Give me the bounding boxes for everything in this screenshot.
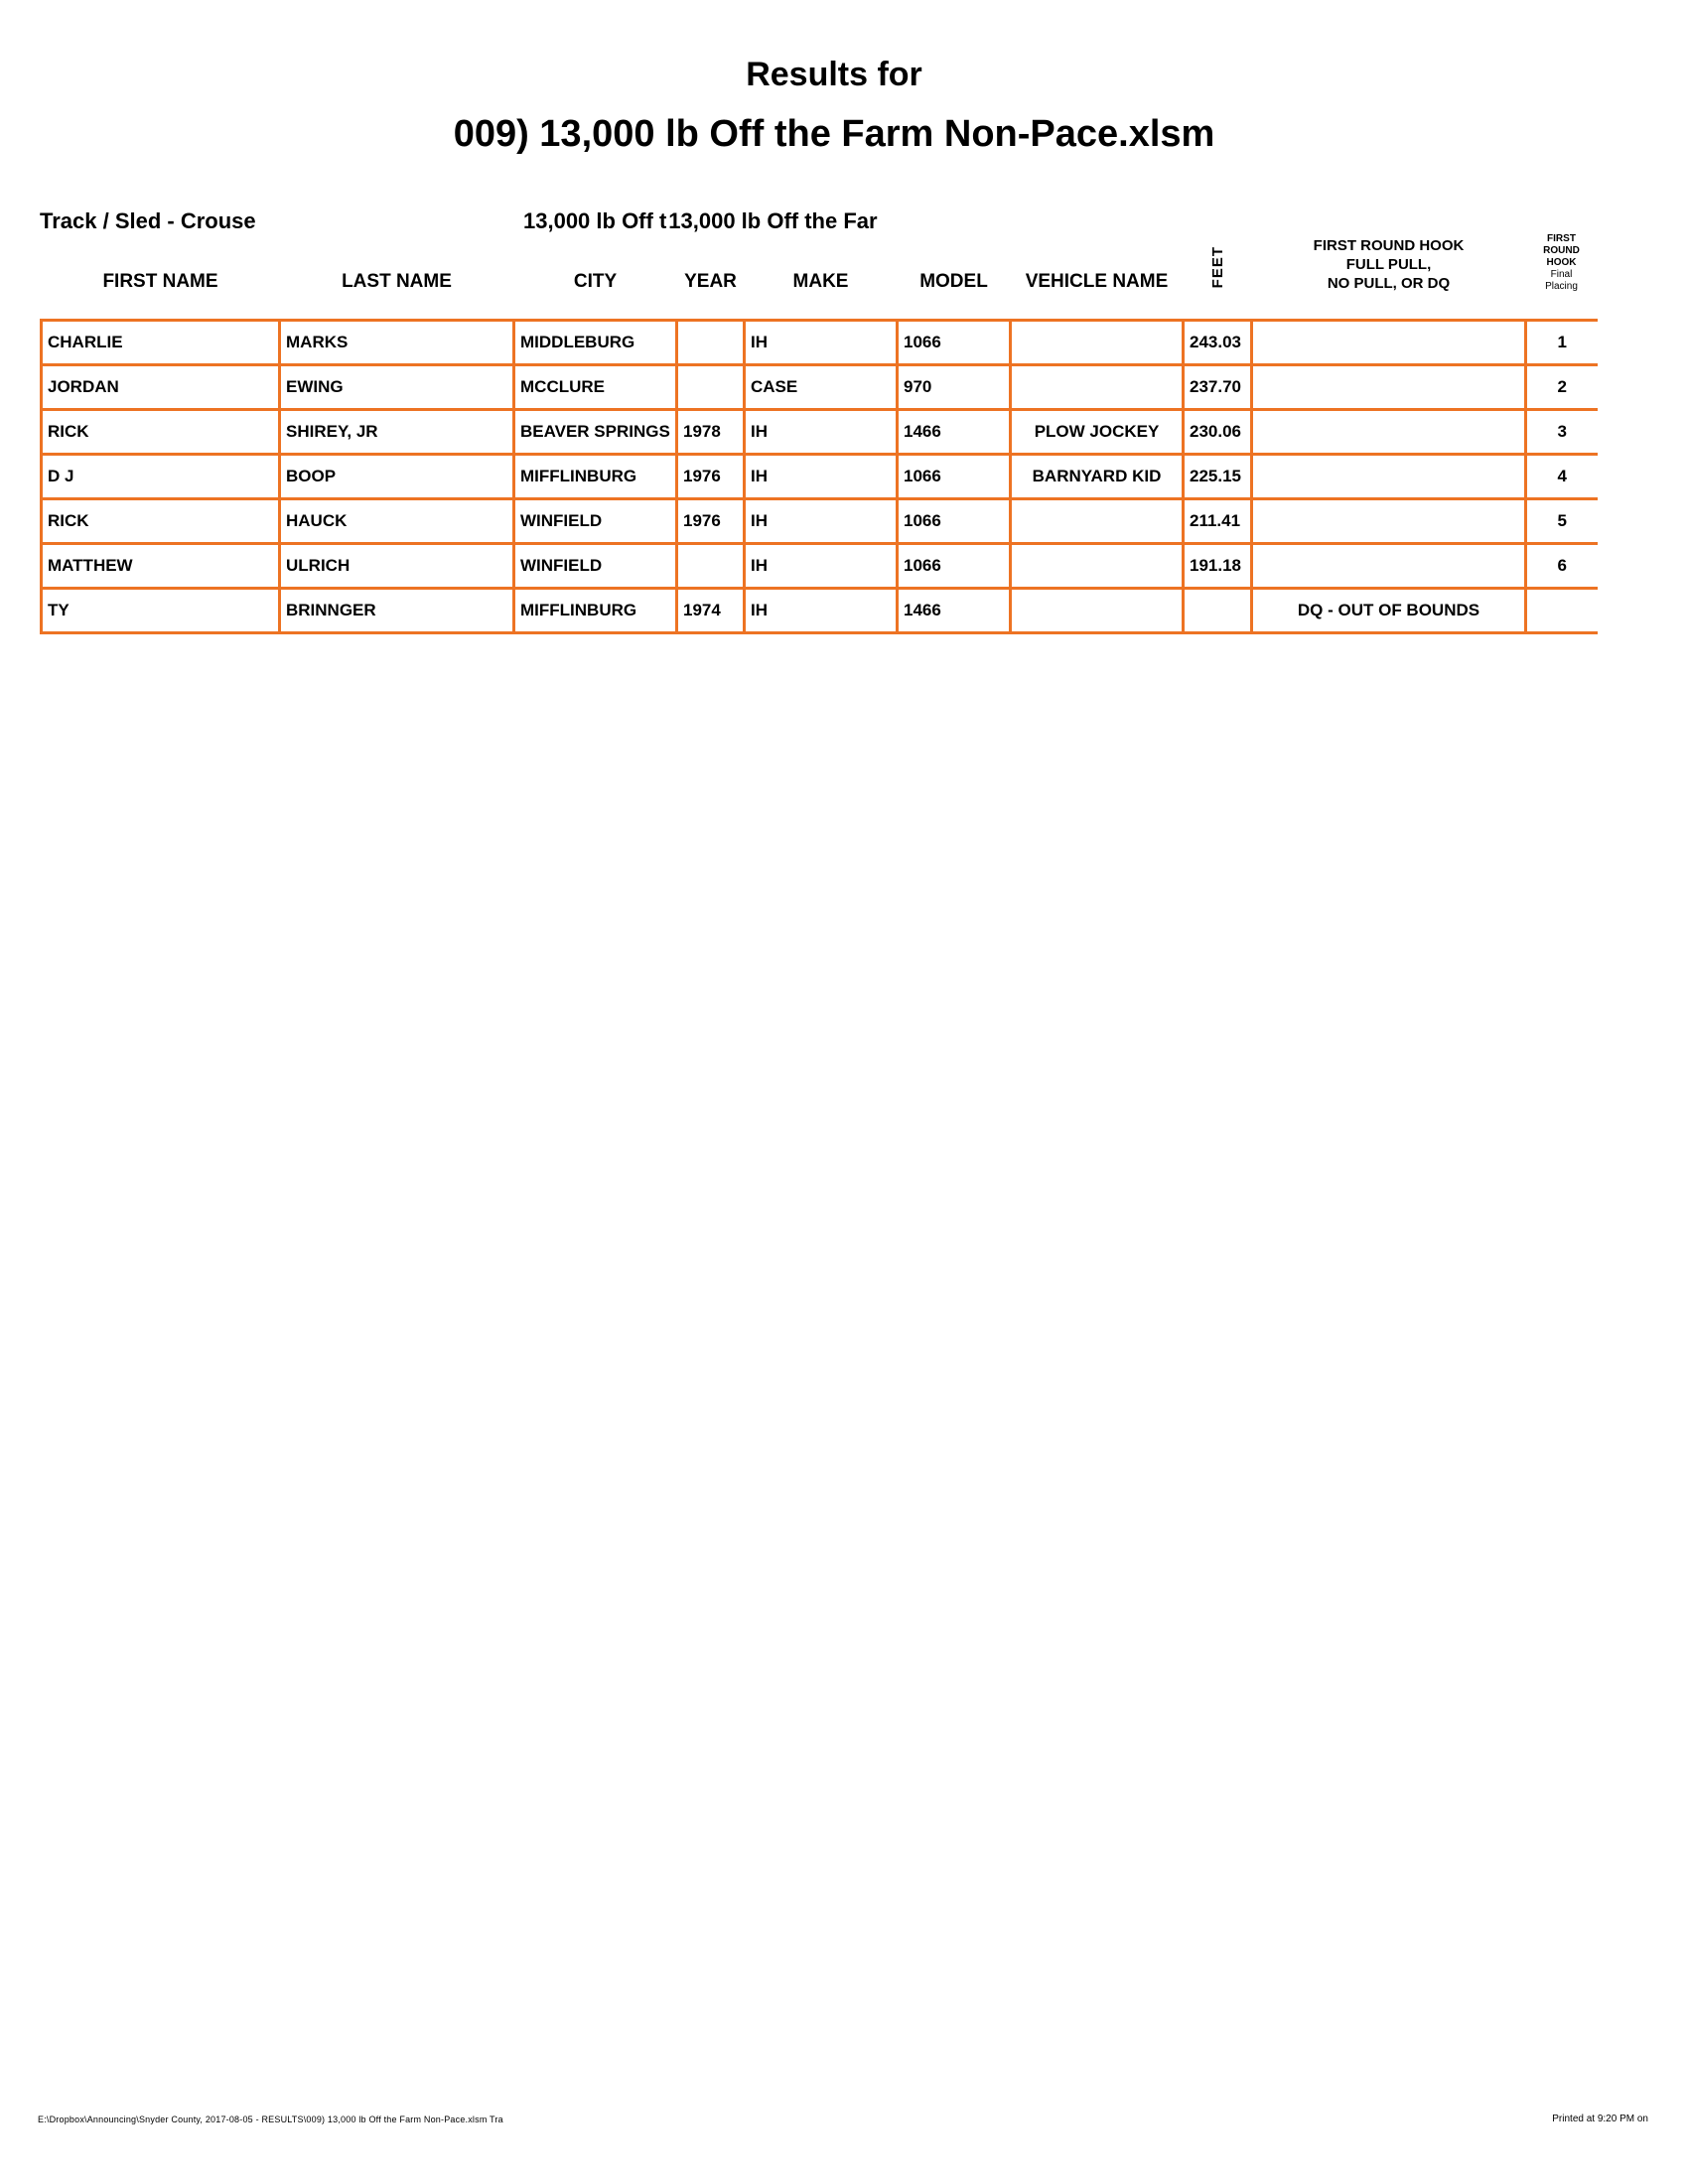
table-row [42, 365, 1598, 410]
cell-hook-result [1252, 365, 1526, 410]
track-sled-label: Track / Sled - Crouse [40, 208, 256, 233]
table-row [42, 410, 1598, 455]
cell-city: WINFIELD [514, 544, 677, 589]
cell-make: CASE [745, 365, 898, 410]
cell-last-name: EWING [280, 365, 514, 410]
footer-file-path: E:\Dropbox\Announcing\Snyder County, 2017-08-05 - RESULTS\009) 13,000 lb Off the Farm Non-Pace.xlsm Tra [38, 2115, 503, 2124]
cell-make: IH [745, 499, 898, 544]
cell-year: 1976 [677, 455, 745, 499]
cell-feet: 225.15 [1184, 455, 1252, 499]
cell-model: 1466 [898, 410, 1011, 455]
hook-header-line: FULL PULL, [1345, 256, 1432, 273]
cell-make: IH [745, 544, 898, 589]
header-row [42, 233, 1598, 321]
cell-model: 1066 [898, 544, 1011, 589]
cell-first-name: RICK [42, 499, 280, 544]
cell-placing: 5 [1526, 499, 1598, 544]
cell-first-name: MATTHEW [42, 544, 280, 589]
header-last-name: LAST NAME [342, 271, 452, 292]
cell-first-name: CHARLIE [42, 321, 280, 365]
cell-feet: 211.41 [1184, 499, 1252, 544]
cell-last-name: ULRICH [280, 544, 514, 589]
table-row [42, 544, 1598, 589]
table-row [42, 321, 1598, 365]
cell-vehicle-name [1011, 365, 1184, 410]
cell-vehicle-name [1011, 321, 1184, 365]
cell-hook-result: DQ - OUT OF BOUNDS [1252, 589, 1526, 633]
cell-placing: 3 [1526, 410, 1598, 455]
cell-make: IH [745, 455, 898, 499]
cell-hook-result [1252, 499, 1526, 544]
class-name-overflow: 13,000 lb Off the Far [668, 208, 878, 233]
cell-year: 1974 [677, 589, 745, 633]
hook-header-line: FIRST ROUND HOOK [1313, 237, 1465, 254]
cell-last-name: BRINNGER [280, 589, 514, 633]
cell-model: 1066 [898, 455, 1011, 499]
cell-last-name: BOOP [280, 455, 514, 499]
header-year: YEAR [684, 271, 737, 292]
cell-city: BEAVER SPRINGS [514, 410, 677, 455]
placing-header-line: HOOK [1546, 257, 1577, 268]
hook-header-line: NO PULL, OR DQ [1327, 275, 1451, 292]
cell-vehicle-name: BARNYARD KID [1011, 455, 1184, 499]
cell-last-name: HAUCK [280, 499, 514, 544]
cell-city: MIDDLEBURG [514, 321, 677, 365]
footer-printed-timestamp: Printed at 9:20 PM on [1552, 2114, 1648, 2124]
cell-last-name: MARKS [280, 321, 514, 365]
report-title: Results for [746, 56, 922, 93]
placing-header-line: FIRST [1547, 233, 1576, 244]
report-subtitle-filename: 009) 13,000 lb Off the Farm Non-Pace.xlsm [453, 113, 1215, 155]
cell-vehicle-name: PLOW JOCKEY [1011, 410, 1184, 455]
cell-last-name: SHIREY, JR [280, 410, 514, 455]
cell-vehicle-name [1011, 589, 1184, 633]
placing-header-line: Placing [1545, 281, 1578, 292]
cell-feet: 191.18 [1184, 544, 1252, 589]
header-city: CITY [573, 271, 618, 292]
cell-model: 970 [898, 365, 1011, 410]
cell-feet [1184, 589, 1252, 633]
cell-hook-result [1252, 410, 1526, 455]
header-vehicle-name: VEHICLE NAME [1025, 271, 1169, 292]
cell-first-name: D J [42, 455, 280, 499]
cell-year: 1978 [677, 410, 745, 455]
cell-year: 1976 [677, 499, 745, 544]
cell-city: MCCLURE [514, 365, 677, 410]
cell-placing: 2 [1526, 365, 1598, 410]
cell-model: 1466 [898, 589, 1011, 633]
cell-first-name: JORDAN [42, 365, 280, 410]
cell-feet: 237.70 [1184, 365, 1252, 410]
cell-make: IH [745, 410, 898, 455]
cell-make: IH [745, 589, 898, 633]
cell-model: 1066 [898, 499, 1011, 544]
cell-make: IH [745, 321, 898, 365]
cell-hook-result [1252, 544, 1526, 589]
placing-header-line: ROUND [1543, 245, 1580, 256]
cell-placing [1526, 589, 1598, 633]
cell-year [677, 365, 745, 410]
header-feet-rotated-text: FEET [1208, 245, 1226, 288]
header-model: MODEL [919, 271, 988, 292]
cell-hook-result [1252, 455, 1526, 499]
cell-placing: 4 [1526, 455, 1598, 499]
results-table [40, 233, 1598, 634]
header-first-round-hook [1252, 233, 1526, 321]
cell-first-name: TY [42, 589, 280, 633]
header-first-name: FIRST NAME [102, 271, 218, 292]
cell-placing: 1 [1526, 321, 1598, 365]
cell-placing: 6 [1526, 544, 1598, 589]
table-row [42, 499, 1598, 544]
cell-model: 1066 [898, 321, 1011, 365]
cell-first-name: RICK [42, 410, 280, 455]
class-name-label [523, 208, 931, 234]
cell-feet: 243.03 [1184, 321, 1252, 365]
header-feet [1184, 233, 1252, 321]
cell-year [677, 321, 745, 365]
table-row [42, 589, 1598, 633]
cell-year [677, 544, 745, 589]
cell-city: MIFFLINBURG [514, 589, 677, 633]
cell-feet: 230.06 [1184, 410, 1252, 455]
cell-vehicle-name [1011, 499, 1184, 544]
cell-city: WINFIELD [514, 499, 677, 544]
placing-header-line: Final [1550, 269, 1573, 280]
header-final-placing [1526, 233, 1598, 321]
cell-city: MIFFLINBURG [514, 455, 677, 499]
cell-vehicle-name [1011, 544, 1184, 589]
header-make: MAKE [792, 271, 849, 292]
table-row [42, 455, 1598, 499]
class-name-truncated: 13,000 lb Off t [523, 208, 667, 233]
cell-hook-result [1252, 321, 1526, 365]
